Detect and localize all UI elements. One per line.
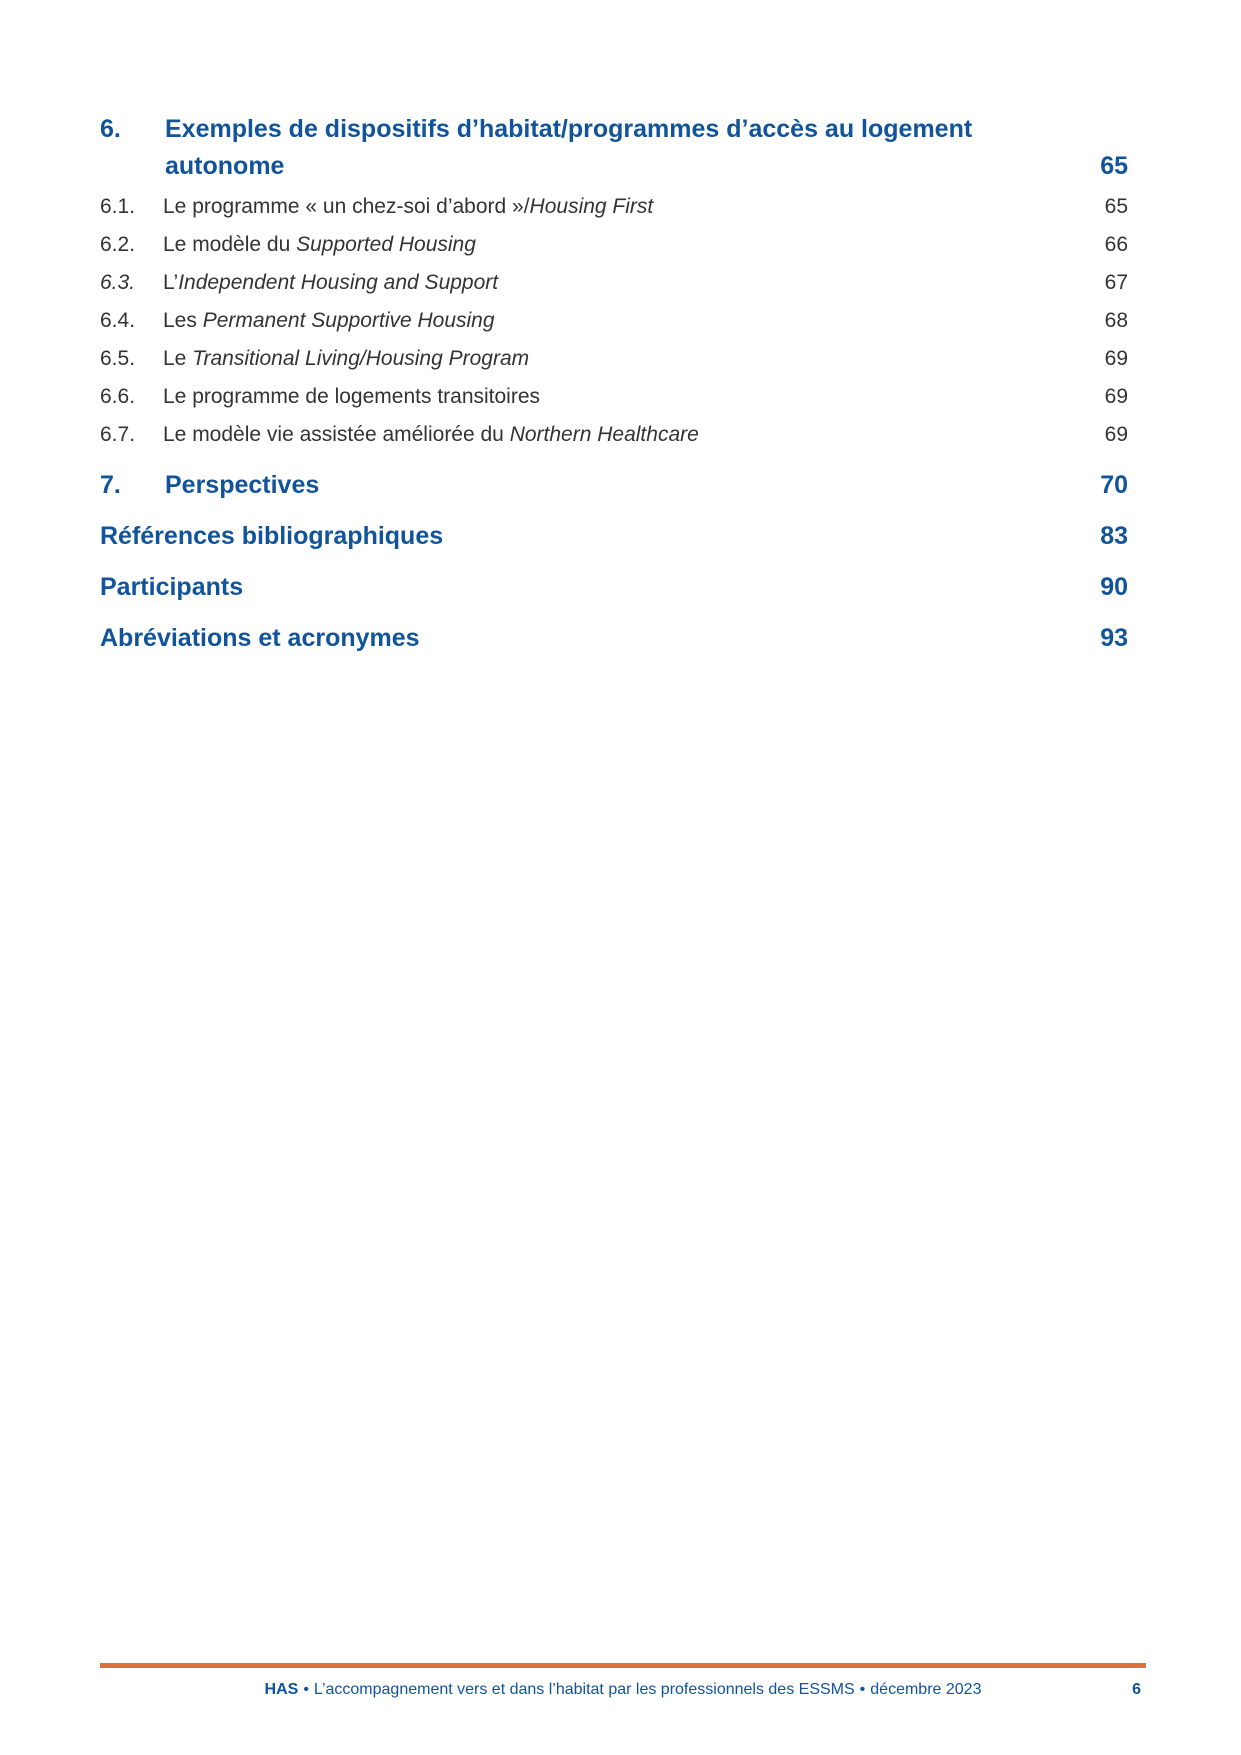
footer-separator: • [303,1681,309,1698]
footer-brand: HAS [264,1681,299,1698]
toc-heading-number: 6. [100,115,121,143]
toc-entry-title-segment: Independent Housing and Support [178,271,499,294]
footer-divider [100,1663,1146,1668]
toc-entry-number: 6.1. [100,195,136,218]
toc-entry-page-number: 69 [1104,347,1128,370]
toc-entry-page-number: 67 [1104,271,1128,294]
toc-entry-title-segment: Transitional Living/Housing Program [192,347,530,370]
toc-heading-participants[interactable] [100,569,1128,606]
toc-entry-title-segment: Le programme de logements transitoires [163,385,541,408]
toc-entry-title-segment: L’ [163,271,179,294]
toc-heading-page-number: 65 [1100,152,1128,180]
toc-entry-title-segment: Le modèle du [163,233,297,256]
toc-entries [100,195,1128,447]
toc-heading-page-number: 90 [1100,573,1128,601]
toc-entry-title-segment: Les [163,309,203,332]
toc-entry-number: 6.3. [100,271,136,294]
toc-entry-6-2[interactable] [100,233,1128,257]
toc-heading-title: Perspectives [165,471,320,499]
toc-entry-title-segment: Le programme « un chez-soi d’abord »/ [163,195,530,218]
toc-entry-title-segment: Permanent Supportive Housing [202,309,495,332]
toc-entry-title [163,309,495,333]
toc-entry-6-7[interactable] [100,423,1128,447]
toc-entry-number: 6.7. [100,423,136,446]
toc-entry-title-segment: Le [163,347,193,370]
toc-heading-references[interactable] [100,518,1128,555]
toc-heading-number: 7. [100,471,121,499]
toc-entry-title [163,271,498,295]
toc-entry-number: 6.6. [100,385,136,408]
toc-heading-section-7[interactable] [100,467,1128,504]
toc-heading-page-number: 70 [1100,471,1128,499]
toc-entry-title [163,385,540,409]
toc-entry-page-number: 66 [1104,233,1128,256]
footer-separator: • [859,1681,866,1698]
toc-entry-page-number: 68 [1104,309,1128,332]
footer-date: décembre 2023 [870,1681,982,1698]
toc-heading-page-number: 83 [1100,522,1128,550]
toc-entry-title [163,347,529,371]
toc-entry-6-5[interactable] [100,347,1128,371]
toc-entry-title-segment: Northern Healthcare [509,423,699,446]
toc-entry-page-number: 69 [1104,385,1128,408]
toc-entry-6-4[interactable] [100,309,1128,333]
toc-heading-page-number: 93 [1100,624,1128,652]
toc-heading-title: Références bibliographiques [100,522,444,550]
toc-heading-section-6[interactable] [100,111,1128,185]
toc-heading-title: Participants [100,573,244,601]
toc-entry-title [163,423,699,447]
toc-entry-title-segment: Housing First [529,195,654,218]
toc-entry-6-3[interactable] [100,271,1128,295]
toc-entry-number: 6.5. [100,347,136,370]
toc-entry-6-6[interactable] [100,385,1128,409]
toc-entry-title-segment: Supported Housing [296,233,476,256]
table-of-contents [100,0,1128,657]
toc-entry-title [163,233,476,257]
toc-entry-page-number: 69 [1104,423,1128,446]
toc-entry-number: 6.2. [100,233,136,256]
footer-page-number: 6 [1132,1681,1141,1698]
page-footer [100,1678,1146,1702]
toc-entry-page-number: 65 [1104,195,1128,218]
footer-doc-title: L’accompagnement vers et dans l’habitat par les professionnels des ESSMS [313,1681,855,1698]
toc-entry-number: 6.4. [100,309,136,332]
toc-heading-abbreviations[interactable] [100,620,1128,657]
toc-heading-title: Abréviations et acronymes [100,624,420,652]
toc-entry-title-segment: Le modèle vie assistée améliorée du [163,423,510,446]
toc-entry-6-1[interactable] [100,195,1128,219]
footer-text [265,1681,982,1698]
toc-entry-title [163,195,653,219]
toc-heading-title: Exemples de dispositifs d’habitat/programmes d’accès au logement autonome [165,115,973,180]
